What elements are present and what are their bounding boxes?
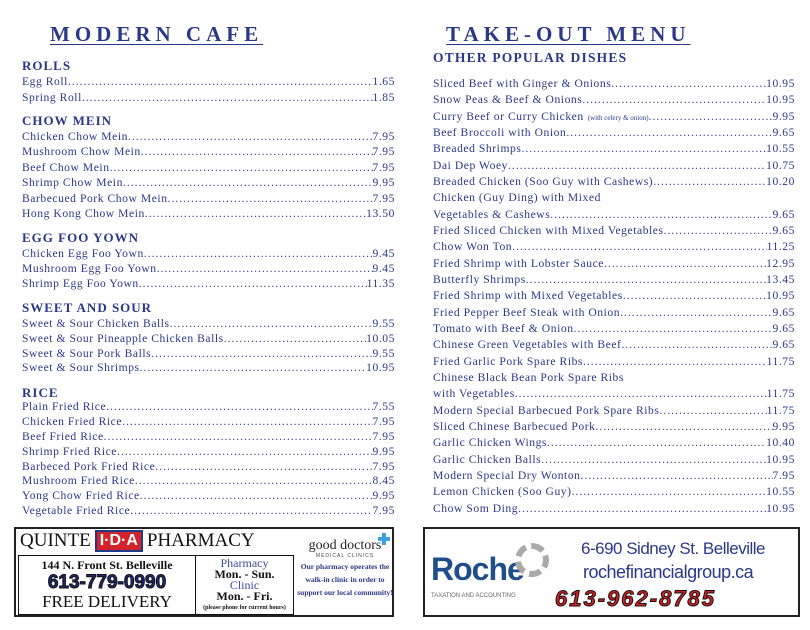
free-delivery: FREE DELIVERY	[42, 592, 172, 611]
menu-item	[433, 419, 795, 435]
item-price: 1.85	[372, 91, 395, 104]
menu-item	[433, 174, 795, 190]
menu-item	[433, 288, 795, 304]
menu-list-egg-foo-yown	[22, 246, 395, 291]
section-heading-rice: RICE	[22, 385, 59, 400]
dot-leader	[621, 337, 772, 353]
clinic-text: Our pharmacy operates the walk-in clinic in order to support our local community!	[297, 562, 393, 597]
menu-item	[433, 190, 795, 206]
menu-item	[22, 261, 395, 276]
item-price: 9.45	[372, 262, 395, 275]
item-name: Fried Shrimp with Mixed Vegetables	[433, 289, 623, 303]
item-name: Mushroom Egg Foo Yown	[22, 262, 157, 275]
menu-item	[433, 403, 795, 419]
item-price: 9.45	[372, 247, 395, 260]
menu-item	[433, 256, 795, 272]
dot-leader	[508, 158, 766, 174]
dot-leader	[583, 354, 767, 370]
item-price: 7.95	[772, 468, 795, 482]
dot-leader	[151, 347, 372, 362]
item-name: Modern Special Barbecued Pork Spare Ribs	[433, 403, 660, 417]
section-heading-egg-foo-yown: EGG FOO YOWN	[22, 230, 139, 245]
dot-leader	[550, 207, 772, 223]
dot-leader	[139, 276, 367, 291]
item-name: Sweet & Sour Shrimps	[22, 361, 140, 375]
dot-leader	[224, 332, 366, 347]
section-heading-chow-mein: CHOW MEIN	[22, 113, 113, 128]
item-price: 7.95	[372, 191, 395, 205]
item-price: 7.95	[372, 504, 395, 518]
dot-leader	[611, 76, 766, 92]
item-price: 8.45	[372, 474, 395, 488]
item-price: 7.95	[372, 160, 395, 174]
menu-item	[22, 276, 395, 291]
menu-item	[433, 321, 795, 337]
item-name: Beef Broccoli with Onion	[433, 125, 567, 139]
item-name: Chicken Egg Foo Yown	[22, 247, 144, 260]
item-name: Breaded Chicken (Soo Guy with Cashews)	[433, 174, 654, 188]
item-name: Vegetable Fried Rice	[22, 504, 131, 518]
menu-item	[22, 144, 395, 159]
dot-leader	[620, 305, 772, 321]
dot-leader	[130, 504, 372, 519]
item-price: 10.20	[766, 174, 795, 188]
ida-logo: I·D·A	[95, 530, 143, 552]
menu-item	[433, 272, 795, 288]
menu-item	[22, 415, 395, 430]
dot-leader	[547, 435, 766, 451]
dot-leader	[144, 246, 373, 261]
item-name: Lemon Chicken (Soo Guy)	[433, 485, 572, 499]
menu-item	[22, 430, 395, 445]
item-price: 9.65	[772, 207, 795, 221]
item-price: 7.95	[372, 414, 395, 428]
dot-leader	[145, 206, 366, 221]
roche-logo-ring-icon	[515, 543, 549, 577]
item-price: 9.55	[372, 346, 395, 360]
menu-item	[22, 90, 395, 106]
item-price: 10.95	[366, 361, 395, 375]
menu-item	[433, 452, 795, 468]
menu-item	[433, 125, 795, 141]
menu-item	[22, 504, 395, 519]
hours-note: (please phone for current hours)	[203, 605, 286, 611]
item-price: 11.35	[366, 277, 395, 290]
left-title: MODERN CAFE	[50, 22, 264, 46]
dot-leader	[82, 90, 373, 106]
menu-item	[22, 347, 395, 362]
item-name: Fried Sliced Chicken with Mixed Vegetables	[433, 223, 664, 237]
menu-item	[433, 223, 795, 239]
menu-item	[22, 129, 395, 144]
menu-item	[22, 445, 395, 460]
item-price: 10.95	[766, 289, 795, 303]
dot-leader	[168, 191, 373, 206]
item-price: 10.95	[766, 501, 795, 515]
clinic-hours: Mon. - Fri.	[216, 589, 273, 603]
pharmacy-name-left: QUINTE	[20, 530, 91, 551]
item-name: Fried Shrimp with Lobster Sauce	[433, 256, 604, 270]
menu-list-rice	[22, 400, 395, 519]
menu-item	[433, 239, 795, 255]
item-name: Chow Won Ton	[433, 240, 513, 254]
item-price: 7.95	[372, 429, 395, 443]
item-name: Plain Fried Rice	[22, 400, 107, 413]
menu-item	[433, 435, 795, 451]
dot-leader	[572, 484, 767, 500]
dot-leader	[541, 452, 766, 468]
dot-leader	[604, 256, 766, 272]
roche-phone: 613-962-8785	[555, 586, 717, 611]
dot-leader	[566, 125, 772, 141]
menu-item	[433, 501, 795, 517]
clinic-label: Clinic	[229, 578, 260, 592]
menu-item	[433, 370, 795, 386]
dot-leader	[155, 460, 372, 475]
item-price: 9.95	[772, 419, 795, 433]
roche-website: rochefinancialgroup.ca	[583, 562, 754, 582]
pharmacy-label: Pharmacy	[220, 556, 269, 570]
item-name: Chicken (Guy Ding) with Mixed	[433, 191, 601, 205]
dot-leader	[123, 175, 373, 190]
roche-ad	[423, 527, 800, 617]
dot-leader	[170, 317, 373, 332]
dot-leader	[623, 288, 766, 304]
menu-item	[433, 354, 795, 370]
item-name: Barbecued Pork Chow Mein	[22, 191, 168, 205]
item-price: 11.75	[766, 403, 795, 417]
dot-leader	[581, 468, 773, 484]
pharmacy-phone: 613-779-0990	[47, 572, 167, 593]
item-name: Hong Kong Chow Mein	[22, 206, 145, 220]
pharmacy-address: 144 N. Front St. Belleville	[41, 558, 173, 572]
item-price: 9.65	[772, 338, 795, 352]
item-price: 10.55	[766, 142, 795, 156]
item-name: Shrimp Fried Rice	[22, 444, 118, 458]
item-name: Sliced Beef with Ginger & Onions	[433, 77, 612, 90]
item-name: Shrimp Chow Mein	[22, 176, 123, 190]
dot-leader	[595, 419, 772, 435]
item-name: Beef Fried Rice	[22, 429, 104, 443]
item-price: 9.95	[372, 489, 395, 503]
menu-list-rolls	[22, 74, 395, 106]
item-name: with Vegetables	[433, 387, 515, 401]
dot-leader	[68, 74, 373, 90]
menu-item	[22, 160, 395, 175]
roche-address: 6-690 Sidney St. Belleville	[581, 539, 766, 558]
dot-leader	[526, 272, 766, 288]
menu-item	[22, 361, 395, 376]
item-price: 7.55	[372, 400, 395, 413]
item-price: 7.95	[372, 130, 395, 143]
menu-item	[433, 484, 795, 500]
item-price: 10.95	[766, 77, 795, 90]
item-price: 9.65	[772, 125, 795, 139]
dot-leader	[649, 109, 773, 125]
item-name: Curry Beef or Curry Chicken	[433, 109, 584, 123]
dot-leader	[518, 501, 766, 517]
menu-item	[433, 158, 795, 174]
dot-leader	[106, 400, 372, 415]
item-name: Garlic Chicken Balls	[433, 452, 542, 466]
dot-leader	[140, 361, 367, 376]
item-name: Chicken Fried Rice	[22, 414, 123, 428]
menu-item	[22, 474, 395, 489]
item-price: 12.95	[766, 256, 795, 270]
item-name: Chinese Black Bean Pork Spare Ribs	[433, 370, 624, 384]
item-name: Chicken Chow Mein	[22, 130, 128, 143]
menu-list-sweet-and-sour	[22, 317, 395, 376]
item-name: Vegetables & Cashews	[433, 207, 551, 221]
menu-item	[22, 317, 395, 332]
item-price: 13.45	[766, 272, 795, 286]
item-price: 9.95	[372, 176, 395, 190]
item-name: Sliced Chinese Barbecued Pork	[433, 419, 596, 433]
dot-leader	[574, 321, 773, 337]
dot-leader	[664, 223, 773, 239]
roche-logo: Roche	[431, 551, 524, 587]
section-heading-rolls: ROLLS	[22, 58, 72, 73]
item-price: 9.55	[372, 317, 395, 330]
item-note: (with celery & onion)	[587, 113, 649, 122]
item-name: Snow Peas & Beef & Onions	[433, 93, 583, 107]
item-price: 9.65	[772, 321, 795, 335]
section-heading-other-popular: OTHER POPULAR DISHES	[433, 50, 628, 65]
item-price: 10.75	[766, 158, 795, 172]
dot-leader	[157, 261, 373, 276]
item-name: Beef Chow Mein	[22, 160, 110, 174]
pharmacy-ad	[14, 527, 394, 617]
item-price: 10.40	[766, 436, 795, 450]
menu-item	[433, 207, 795, 223]
section-heading-sweet-and-sour: SWEET AND SOUR	[22, 300, 153, 315]
item-price: 11.75	[766, 387, 795, 401]
item-price: 10.95	[766, 452, 795, 466]
item-name: Sweet & Sour Pineapple Chicken Balls	[22, 331, 224, 345]
item-price: 9.65	[772, 223, 795, 237]
item-name: Fried Garlic Pork Spare Ribs	[433, 354, 583, 368]
item-name: Tomato with Beef & Onion	[433, 321, 574, 335]
item-price: 13.50	[366, 206, 395, 220]
dot-leader	[582, 92, 766, 108]
item-name: Modern Special Dry Wonton	[433, 468, 581, 482]
item-price: 11.25	[766, 240, 795, 254]
item-name: Mushroom Chow Mein	[22, 145, 141, 159]
menu-item	[22, 175, 395, 190]
dot-leader	[128, 129, 373, 144]
menu-item	[22, 400, 395, 415]
dot-leader	[104, 430, 373, 445]
item-name: Egg Roll	[22, 75, 68, 88]
item-name: Butterfly Shrimps	[433, 272, 526, 286]
menu-list-other-popular	[433, 76, 795, 517]
menu-list-chow-mein	[22, 129, 395, 221]
item-price: 10.55	[766, 485, 795, 499]
dot-leader	[659, 403, 766, 419]
menu-item	[22, 246, 395, 261]
dot-leader	[521, 141, 766, 157]
menu-item	[433, 109, 795, 125]
pharmacy-hours: Mon. - Sun.	[214, 567, 275, 581]
item-price: 10.05	[366, 331, 395, 345]
dot-leader	[110, 160, 373, 175]
dot-leader	[117, 445, 372, 460]
item-name: Dai Dep Woey	[433, 158, 508, 172]
right-title: TAKE-OUT MENU	[446, 22, 691, 46]
item-name: Chow Som Ding	[433, 501, 519, 515]
item-name: Shrimp Egg Foo Yown	[22, 277, 139, 290]
menu-item	[22, 460, 395, 475]
medical-clinics-label: MEDICAL CLINICS	[315, 553, 375, 559]
item-price: 9.95	[372, 444, 395, 458]
menu-item	[433, 337, 795, 353]
menu-item	[433, 468, 795, 484]
dot-leader	[653, 174, 766, 190]
item-price: 11.75	[766, 354, 795, 368]
item-name: Spring Roll	[22, 91, 82, 104]
item-price: 9.95	[772, 109, 795, 123]
menu-item	[433, 76, 795, 92]
item-name: Sweet & Sour Chicken Balls	[22, 317, 170, 330]
menu-item	[433, 305, 795, 321]
pharmacy-name-right: PHARMACY	[146, 530, 255, 551]
item-name: Breaded Shrimps	[433, 142, 522, 156]
item-name: Yong Chow Fried Rice	[22, 489, 140, 503]
dot-leader	[122, 415, 372, 430]
item-name: Sweet & Sour Pork Balls	[22, 346, 152, 360]
menu-item	[433, 92, 795, 108]
menu-item	[22, 74, 395, 90]
dot-leader	[140, 489, 373, 504]
good-doctors-logo: good doctors	[308, 538, 382, 553]
item-price: 1.65	[372, 75, 395, 88]
dot-leader	[141, 144, 373, 159]
dot-leader	[515, 386, 767, 402]
dot-leader	[135, 474, 373, 489]
menu-item	[22, 332, 395, 347]
item-price: 10.95	[766, 93, 795, 107]
dot-leader	[512, 239, 766, 255]
menu-item	[22, 206, 395, 221]
menu-item	[22, 191, 395, 206]
item-price: 9.65	[772, 305, 795, 319]
item-name: Chinese Green Vegetables with Beef	[433, 338, 622, 352]
menu-item	[22, 489, 395, 504]
item-name: Garlic Chicken Wings	[433, 436, 547, 450]
item-name: Mushroom Fried Rice	[22, 474, 135, 488]
item-name: Fried Pepper Beef Steak with Onion	[433, 305, 621, 319]
menu-item	[433, 141, 795, 157]
item-price: 7.95	[372, 459, 395, 473]
roche-tagline: TAXATION AND ACCOUNTING	[431, 593, 516, 599]
menu-item	[433, 386, 795, 402]
item-price: 7.95	[372, 145, 395, 159]
item-name: Barbeced Pork Fried Rice	[22, 459, 156, 473]
